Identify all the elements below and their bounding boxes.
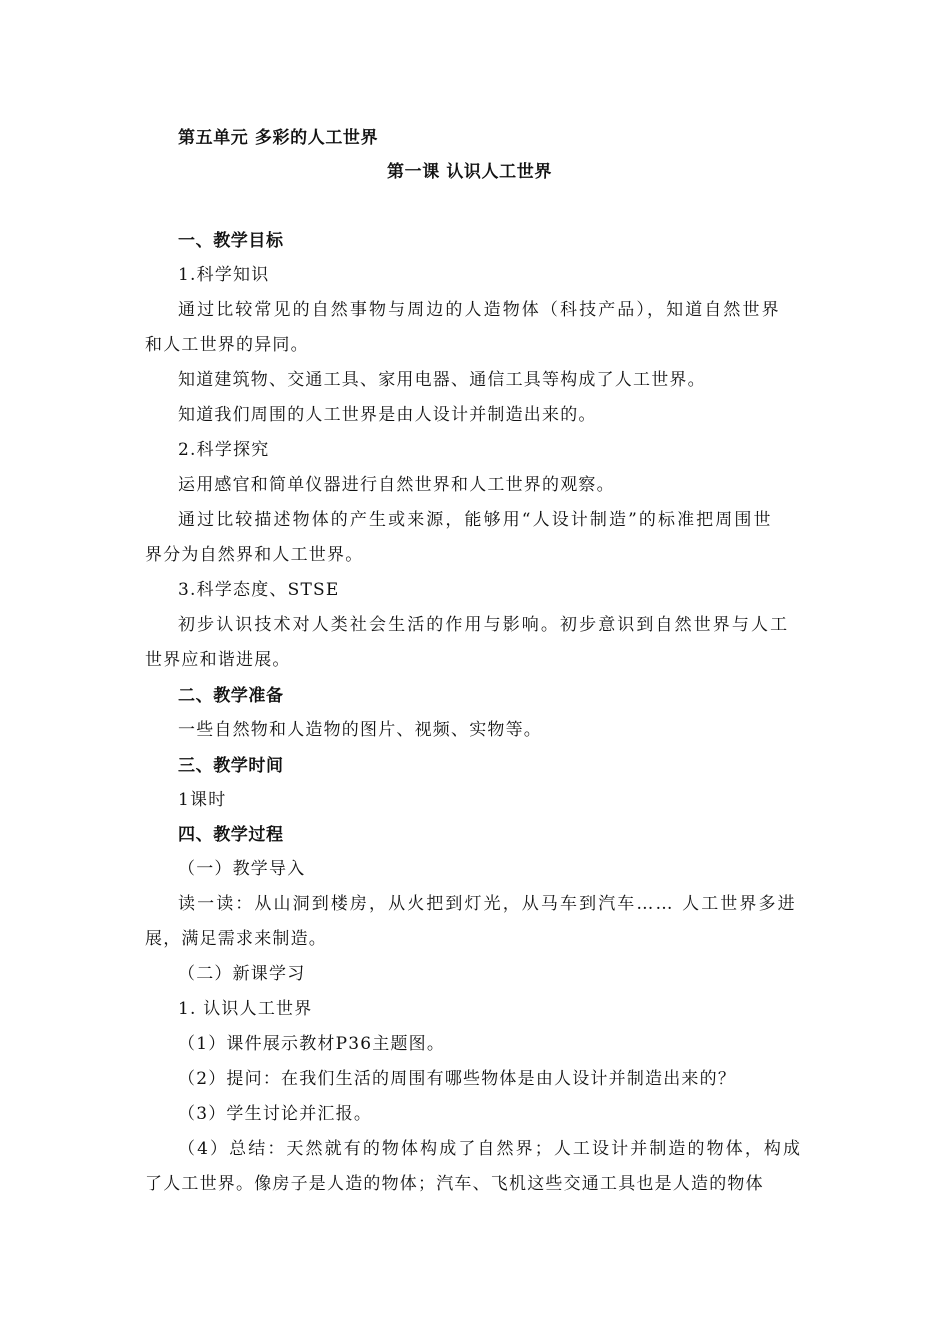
knowledge-paragraph-3: 知道我们周围的人工世界是由人设计并制造出来的。 xyxy=(178,405,597,425)
time-heading: 三、教学时间 xyxy=(178,756,284,776)
intro-paragraph: 读一读：从山洞到楼房，从火把到灯光，从马车到汽车…… 人工世界多进 xyxy=(178,894,797,914)
prep-paragraph: 一些自然物和人造物的图片、视频、实物等。 xyxy=(178,720,542,740)
new-lesson-step-4: （4）总结：天然就有的物体构成了自然界；人工设计并制造的物体，构成 xyxy=(178,1139,803,1159)
inquiry-paragraph-2-cont: 界分为自然界和人工世界。 xyxy=(145,545,364,565)
attitude-heading: 3.科学态度、STSE xyxy=(178,580,340,600)
new-lesson-step-3: （3）学生讨论并汇报。 xyxy=(178,1104,373,1124)
knowledge-heading: 1.科学知识 xyxy=(178,265,270,285)
knowledge-paragraph-1-cont: 和人工世界的异同。 xyxy=(145,335,309,355)
intro-paragraph-cont: 展，满足需求来制造。 xyxy=(145,929,327,949)
knowledge-paragraph-2: 知道建筑物、交通工具、家用电器、通信工具等构成了人工世界。 xyxy=(178,370,706,390)
prep-heading: 二、教学准备 xyxy=(178,686,284,706)
process-heading: 四、教学过程 xyxy=(178,825,284,845)
time-paragraph: 1课时 xyxy=(178,790,227,810)
inquiry-paragraph-1: 运用感官和简单仪器进行自然世界和人工世界的观察。 xyxy=(178,475,615,495)
unit-title: 第五单元 多彩的人工世界 xyxy=(178,128,379,148)
knowledge-paragraph-1: 通过比较常见的自然事物与周边的人造物体（科技产品），知道自然世界 xyxy=(178,300,781,320)
new-lesson-item-1: 1. 认识人工世界 xyxy=(178,999,313,1019)
inquiry-paragraph-2: 通过比较描述物体的产生或来源，能够用“人设计制造”的标准把周围世 xyxy=(178,510,773,530)
inquiry-heading: 2.科学探究 xyxy=(178,440,270,460)
new-lesson-step-1: （1）课件展示教材P36主题图。 xyxy=(178,1034,446,1054)
attitude-paragraph-1-cont: 世界应和谐进展。 xyxy=(145,650,291,670)
new-lesson-step-2: （2）提问：在我们生活的周围有哪些物体是由人设计并制造出来的？ xyxy=(178,1069,737,1089)
intro-heading: （一）教学导入 xyxy=(178,859,306,879)
goals-heading: 一、教学目标 xyxy=(178,231,284,251)
lesson-title: 第一课 认识人工世界 xyxy=(387,162,552,182)
new-lesson-step-4-cont: 了人工世界。像房子是人造的物体；汽车、飞机这些交通工具也是人造的物体 xyxy=(145,1174,764,1194)
new-lesson-heading: （二）新课学习 xyxy=(178,964,306,984)
attitude-paragraph-1: 初步认识技术对人类社会生活的作用与影响。初步意识到自然世界与人工 xyxy=(178,615,790,635)
